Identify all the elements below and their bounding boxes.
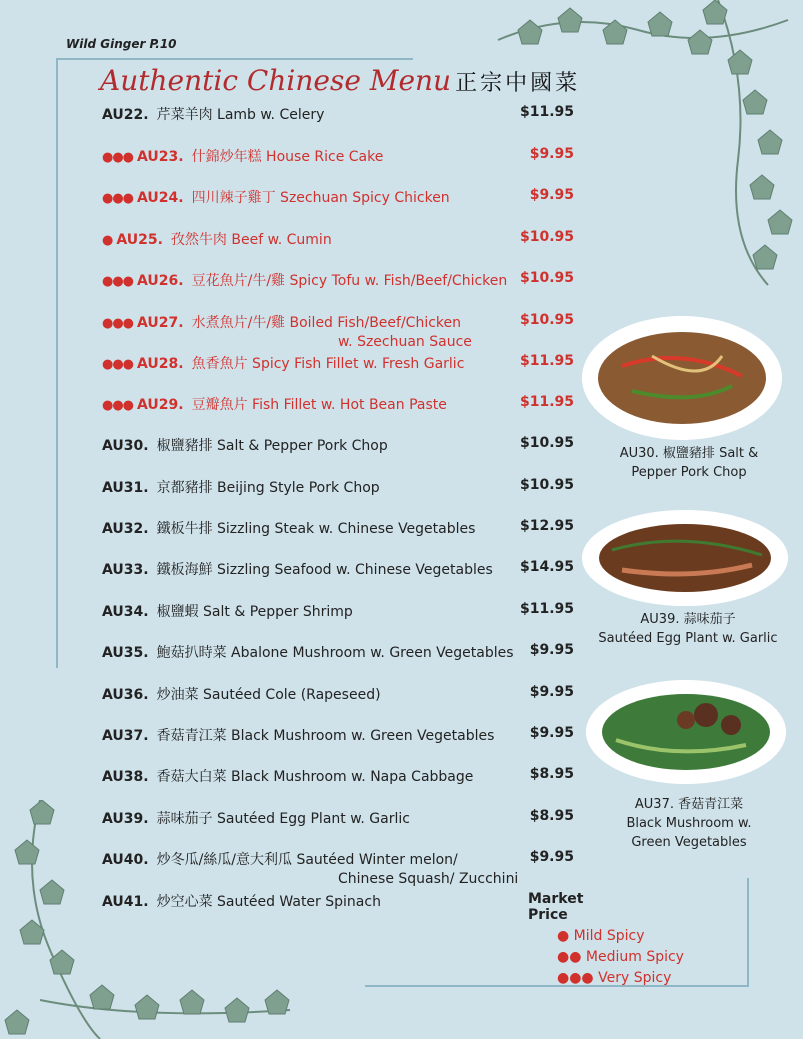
menu-item-line bbox=[102, 725, 582, 745]
menu-item-line bbox=[102, 891, 582, 911]
item-price: $9.95 bbox=[529, 187, 574, 203]
spice-legend bbox=[557, 926, 684, 989]
item-price: $10.95 bbox=[519, 477, 574, 493]
item-price: $14.95 bbox=[519, 559, 574, 575]
spicy-dots: ●●● bbox=[102, 191, 134, 206]
menu-item-line bbox=[102, 146, 582, 166]
menu-item-au30 bbox=[102, 435, 582, 455]
item-price: $10.95 bbox=[519, 270, 574, 286]
item-name: 香菇青江菜 Black Mushroom w. Green Vegetables bbox=[156, 728, 495, 744]
menu-title-english: Authentic Chinese Menu bbox=[100, 64, 452, 97]
item-code: AU22. bbox=[102, 107, 149, 123]
menu-item-au41 bbox=[102, 891, 584, 923]
item-name: 京都豬排 Beijing Style Pork Chop bbox=[156, 480, 380, 496]
item-code: AU41. bbox=[102, 894, 149, 910]
menu-title bbox=[100, 64, 580, 97]
item-code: AU40. bbox=[102, 852, 149, 868]
item-name: 鐵板牛排 Sizzling Steak w. Chinese Vegetables bbox=[156, 521, 476, 537]
item-price: $11.95 bbox=[519, 394, 574, 410]
menu-item-au40 bbox=[102, 849, 582, 887]
item-price: $11.95 bbox=[519, 601, 574, 617]
item-name: 鐵板海鮮 Sizzling Seafood w. Chinese Vegetables bbox=[156, 562, 493, 578]
menu-item-au35 bbox=[102, 642, 582, 662]
legend-dots: ●● bbox=[557, 949, 582, 965]
dish-photo-au30 bbox=[582, 316, 782, 440]
item-price: $10.95 bbox=[519, 229, 574, 245]
menu-item-line bbox=[102, 808, 582, 828]
legend-label: Mild Spicy bbox=[573, 928, 645, 944]
frame-line-top bbox=[56, 58, 413, 60]
menu-item-line bbox=[102, 518, 582, 538]
page-header-label: Wild Ginger P.10 bbox=[66, 37, 177, 51]
caption-line: Pepper Pork Chop bbox=[631, 465, 747, 480]
item-code: AU23. bbox=[137, 149, 184, 165]
item-name: 四川辣子雞丁 Szechuan Spicy Chicken bbox=[191, 190, 450, 206]
item-price: $10.95 bbox=[519, 435, 574, 451]
menu-item-au24 bbox=[102, 187, 582, 207]
menu-item-au22 bbox=[102, 104, 582, 124]
spicy-dots: ●●● bbox=[102, 398, 134, 413]
caption-line: Green Vegetables bbox=[631, 835, 747, 850]
item-price: $9.95 bbox=[529, 146, 574, 162]
menu-item-au37 bbox=[102, 725, 582, 745]
menu-item-line bbox=[102, 353, 582, 373]
menu-item-line bbox=[102, 684, 582, 704]
menu-item-au28 bbox=[102, 353, 582, 373]
item-code: AU36. bbox=[102, 687, 149, 703]
caption-line: AU39. 蒜味茄子 bbox=[640, 612, 736, 627]
caption-line: AU30. 椒鹽豬排 Salt & bbox=[619, 446, 759, 461]
item-code: AU33. bbox=[102, 562, 149, 578]
item-name: 芹菜羊肉 Lamb w. Celery bbox=[156, 107, 325, 123]
item-name: 豆瓣魚片 Fish Fillet w. Hot Bean Paste bbox=[191, 397, 447, 413]
item-name: 孜然牛肉 Beef w. Cumin bbox=[170, 232, 332, 248]
item-code: AU39. bbox=[102, 811, 149, 827]
menu-item-line bbox=[102, 187, 582, 207]
menu-item-line bbox=[102, 435, 582, 455]
item-name: 鮑菇扒時菜 Abalone Mushroom w. Green Vegetables bbox=[156, 645, 514, 661]
menu-item-au32 bbox=[102, 518, 582, 538]
legend-label: Medium Spicy bbox=[585, 949, 684, 965]
item-price: $11.95 bbox=[519, 104, 574, 120]
item-code: AU35. bbox=[102, 645, 149, 661]
item-name: 炒冬瓜/絲瓜/意大利瓜 Sautéed Winter melon/ bbox=[156, 852, 458, 868]
legend-row-mild bbox=[557, 926, 684, 947]
menu-item-line bbox=[102, 766, 582, 786]
menu-item-line bbox=[102, 312, 582, 332]
photo-caption-au30 bbox=[582, 444, 796, 482]
item-code: AU27. bbox=[137, 315, 184, 331]
photo-caption-au39 bbox=[592, 610, 784, 648]
item-code: AU24. bbox=[137, 190, 184, 206]
legend-dots: ●●● bbox=[557, 970, 594, 986]
menu-title-chinese: 正宗中國菜 bbox=[455, 71, 581, 96]
menu-item-line bbox=[102, 229, 582, 249]
photo-caption-au37 bbox=[596, 795, 782, 852]
item-name-continuation: Chinese Squash/ Zucchini bbox=[338, 871, 519, 887]
legend-dots: ● bbox=[557, 928, 570, 944]
item-code: AU30. bbox=[102, 438, 149, 454]
spicy-dots: ●●● bbox=[102, 316, 134, 331]
menu-item-au29 bbox=[102, 394, 582, 414]
menu-item-au25 bbox=[102, 229, 582, 249]
item-code: AU32. bbox=[102, 521, 149, 537]
menu-item-line bbox=[102, 270, 582, 290]
legend-row-very bbox=[557, 968, 684, 989]
menu-item-au38 bbox=[102, 766, 582, 786]
item-name: 香菇大白菜 Black Mushroom w. Napa Cabbage bbox=[156, 769, 474, 785]
frame-line-left bbox=[56, 58, 58, 668]
menu-item-line bbox=[102, 104, 582, 124]
menu-item-au26 bbox=[102, 270, 582, 290]
dish-photo-au39 bbox=[582, 510, 788, 606]
menu-item-line bbox=[102, 394, 582, 414]
spicy-dots: ● bbox=[102, 233, 113, 248]
menu-item-line bbox=[102, 642, 582, 662]
menu-item-line bbox=[102, 849, 582, 869]
item-name: 豆花魚片/牛/雞 Spicy Tofu w. Fish/Beef/Chicken bbox=[191, 273, 508, 289]
item-name: 什錦炒年糕 House Rice Cake bbox=[191, 149, 384, 165]
legend-row-medium bbox=[557, 947, 684, 968]
item-code: AU25. bbox=[116, 232, 163, 248]
caption-line: Black Mushroom w. bbox=[626, 816, 752, 831]
item-price: $10.95 bbox=[519, 312, 574, 328]
item-code: AU37. bbox=[102, 728, 149, 744]
item-code: AU38. bbox=[102, 769, 149, 785]
item-code: AU31. bbox=[102, 480, 149, 496]
menu-item-au23 bbox=[102, 146, 582, 166]
menu-item-au36 bbox=[102, 684, 582, 704]
item-name: 炒空心菜 Sautéed Water Spinach bbox=[156, 894, 381, 910]
menu-item-au31 bbox=[102, 477, 582, 497]
spicy-dots: ●●● bbox=[102, 274, 134, 289]
caption-line: AU37. 香菇青江菜 bbox=[634, 797, 744, 812]
item-code: AU34. bbox=[102, 604, 149, 620]
item-price: $9.95 bbox=[529, 684, 574, 700]
menu-item-line bbox=[102, 477, 582, 497]
item-price: $12.95 bbox=[519, 518, 574, 534]
dish-photo-au37 bbox=[586, 680, 786, 784]
item-price: $8.95 bbox=[529, 808, 574, 824]
item-name: 蒜味茄子 Sautéed Egg Plant w. Garlic bbox=[156, 811, 410, 827]
item-name: 椒鹽豬排 Salt & Pepper Pork Chop bbox=[156, 438, 388, 454]
item-name: 水煮魚片/牛/雞 Boiled Fish/Beef/Chicken bbox=[191, 315, 462, 331]
menu-item-line bbox=[102, 559, 582, 579]
menu-item-au34 bbox=[102, 601, 582, 621]
caption-line: Sautéed Egg Plant w. Garlic bbox=[598, 631, 778, 646]
item-price: $9.95 bbox=[529, 725, 574, 741]
menu-item-line bbox=[102, 601, 582, 621]
item-name: 炒油菜 Sautéed Cole (Rapeseed) bbox=[156, 687, 381, 703]
item-name: 椒鹽蝦 Salt & Pepper Shrimp bbox=[156, 604, 353, 620]
item-price: $8.95 bbox=[529, 766, 574, 782]
menu-item-au33 bbox=[102, 559, 582, 579]
item-code: AU26. bbox=[137, 273, 184, 289]
frame-line-right bbox=[747, 878, 749, 987]
legend-label: Very Spicy bbox=[598, 970, 672, 986]
menu-item-au39 bbox=[102, 808, 582, 828]
item-price: $11.95 bbox=[519, 353, 574, 369]
ivy-decoration-bottom-left-icon bbox=[0, 800, 300, 1039]
item-price: $9.95 bbox=[529, 849, 574, 865]
item-price: Market Price bbox=[528, 891, 584, 923]
item-name: 魚香魚片 Spicy Fish Fillet w. Fresh Garlic bbox=[191, 356, 465, 372]
menu-item-au27 bbox=[102, 312, 582, 350]
item-code: AU28. bbox=[137, 356, 184, 372]
spicy-dots: ●●● bbox=[102, 150, 134, 165]
item-code: AU29. bbox=[137, 397, 184, 413]
item-name-continuation: w. Szechuan Sauce bbox=[338, 334, 472, 350]
item-price: $9.95 bbox=[529, 642, 574, 658]
spicy-dots: ●●● bbox=[102, 357, 134, 372]
